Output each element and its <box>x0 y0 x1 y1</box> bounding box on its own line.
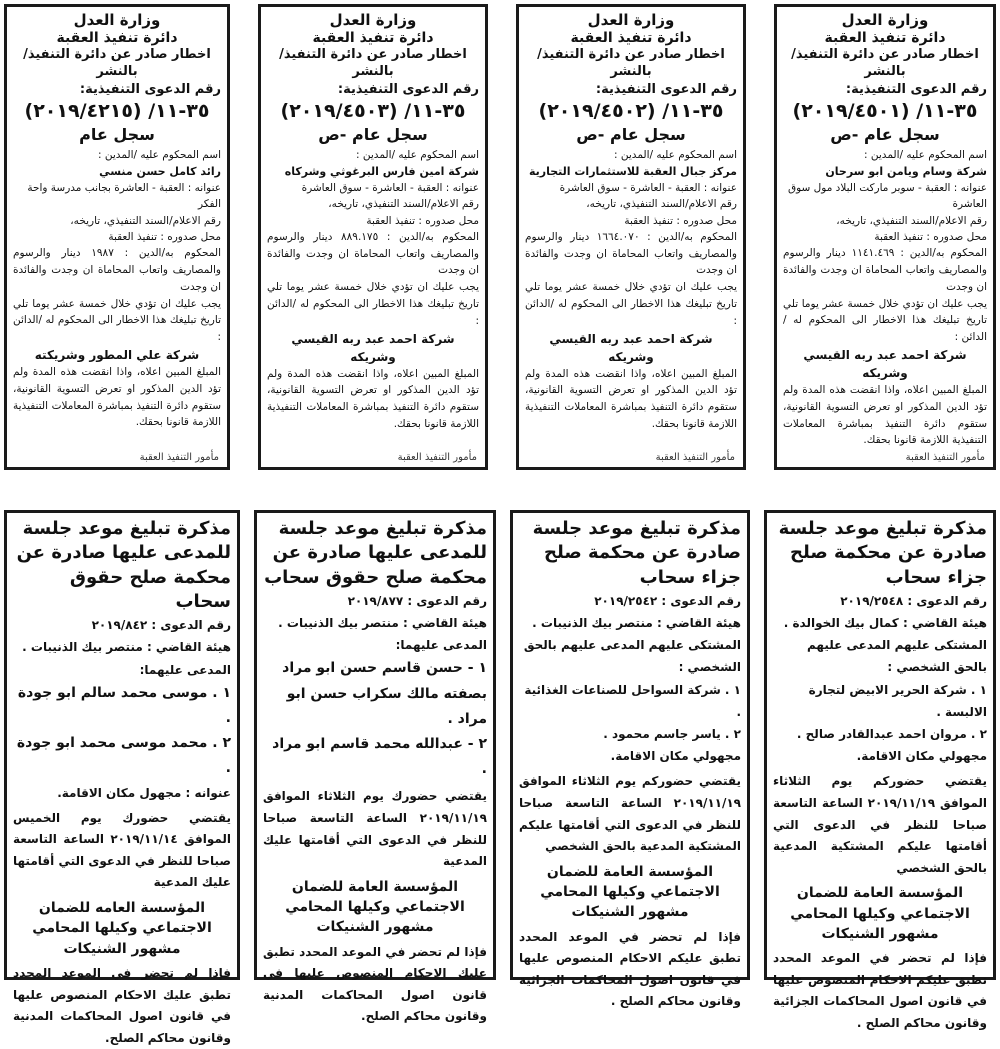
party-item: ١ . شركة السواحل للصناعات الغذائية . <box>524 682 741 719</box>
amount-text: المحكوم به/الدين : ١٩٨٧ دينار والرسوم والمصاريف واتعاب المحاماة ان وجدت والفائدة ان وجدت <box>13 247 221 293</box>
warning-text: المبلغ المبين اعلاه، واذا انقضت هذه المدة ولم تؤد الدين المذكور او تعرض التسوية القانونية، ستقوم دائرة التنفيذ بمباشرة المعاملات التنفيذية اللازمة قانونا بحقك. <box>267 367 479 431</box>
issuer: محل صدوره : تنفيذ العقبة <box>624 214 737 227</box>
creditor-name: شركة احمد عبد ربه القيسي وشريكه <box>291 331 455 364</box>
department-heading: دائرة تنفيذ العقبة <box>56 29 178 46</box>
notice-footer: مأمور التنفيذ العقبة <box>139 452 219 463</box>
court-summons-notice <box>4 510 240 1045</box>
debtor-name: مركز جبال العقبة للاستثمارات التجارية <box>528 165 737 179</box>
issuer: محل صدوره : تنفيذ العقبة <box>874 230 987 243</box>
issuer: محل صدوره : تنفيذ العقبة <box>108 230 221 243</box>
party-item: ٢ . ياسر جاسم محمود . <box>603 727 741 742</box>
document-reference: رقم الاعلام/السند التنفيذي، تاريخه، <box>70 214 221 227</box>
warning-text: فإذا لم تحضر في الموعد المحدد تطبق عليكم الاحكام المنصوص عليها في قانون اصول المحاكمات الجزائية وقانون محاكم الصلح . <box>773 951 987 1031</box>
issued-heading: اخطار صادر عن دائرة التنفيذ/بالنشر <box>791 47 979 79</box>
department-heading: دائرة تنفيذ العقبة <box>570 29 692 46</box>
debtor-address: عنوانه : العقبة - العاشرة بجانب مدرسة واحة الفكر <box>27 182 221 211</box>
deadline-text: يجب عليك ان تؤدي خلال خمسة عشر يوما تلي تاريخ تبليغك هذا الاخطار الى المحكوم له /الدائن : <box>13 297 221 344</box>
debtor-label: اسم المحكوم عليه /المدين : <box>614 148 737 161</box>
issued-heading: اخطار صادر عن دائرة التنفيذ/بالنشر <box>537 47 725 79</box>
judge-line: هيئة القاضي : منتصر بيك الذنيبات . <box>278 616 487 631</box>
party-item: ١ . موسى محمد سالم ابو جودة . <box>17 684 231 726</box>
plaintiff-institution: المؤسسة العامة للضمان الاجتماعي وكيلها المحامي مشهور الشنيكات <box>285 878 465 936</box>
document-reference: رقم الاعلام/السند التنفيذي، تاريخه، <box>328 198 479 211</box>
amount-text: المحكوم به/الدين : ١٦٦٤.٠٧٠ دينار والرسوم والمصاريف واتعاب المحاماة ان وجدت والفائدة ان وجدت <box>525 230 737 277</box>
amount-text: المحكوم به/الدين : ٨٨٩.١٧٥ دينار والرسوم والمصاريف واتعاب المحاماة ان وجدت والفائدة ان وجدت <box>267 230 479 277</box>
debtor-label: اسم المحكوم عليه /المدين : <box>356 148 479 161</box>
document-reference: رقم الاعلام/السند التنفيذي، تاريخه، <box>836 214 987 227</box>
summons-title: مذكرة تبليغ موعد جلسة للمدعى عليها صادرة عن محكمة صلح حقوق سحاب <box>264 518 487 588</box>
debtor-address: عنوانه : العقبة - العاشرة - سوق العاشرة <box>301 182 479 195</box>
creditor-name: شركة احمد عبد ربه القيسي وشريكه <box>549 331 713 364</box>
case-label: رقم الدعوى التنفيذية: <box>337 81 479 97</box>
debtor-label: اسم المحكوم عليه /المدين : <box>98 148 221 161</box>
document-reference: رقم الاعلام/السند التنفيذي، تاريخه، <box>586 198 737 211</box>
judge-line: هيئة القاضي : منتصر بيك الذنيبات . <box>532 616 741 631</box>
notice-footer: مأمور التنفيذ العقبة <box>905 452 985 463</box>
case-label: رقم الدعوى التنفيذية: <box>79 81 221 97</box>
debtor-address: عنوانه : العقبة - سوبر ماركت البلاد مول سوق العاشرة <box>787 182 987 211</box>
judge-line: هيئة القاضي : كمال بيك الخوالدة . <box>783 616 987 631</box>
debtor-name: رائد كامل حسن منسي <box>99 165 221 179</box>
summons-text: يقتضي حضوركم يوم الثلاثاء الموافق ٢٠١٩/١١/١٩ الساعة التاسعة صباحا للنظر في الدعوى التي أقامتها عليكم المشتكية المدعية بالحق الشخصي <box>773 774 987 875</box>
issuer: محل صدوره : تنفيذ العقبة <box>366 214 479 227</box>
role-label: المدعى عليهما: <box>139 662 231 677</box>
department-heading: دائرة تنفيذ العقبة <box>312 29 434 46</box>
party-item: ٢ . مروان احمد عبدالقادر صالح . <box>796 727 987 742</box>
case-number: ٣٥-١١/ (٢٠١٩/٤٥٠٣) <box>280 99 466 122</box>
amount-text: المحكوم به/الدين : ١١٤١.٤٦٩ دينار والرسوم والمصاريف واتعاب المحاماة ان وجدت والفائدة ان وجدت <box>783 247 988 293</box>
case-number: ٣٥-١١/ (٢٠١٩/٤٥٠٢) <box>538 99 724 122</box>
case-label: رقم الدعوى التنفيذية: <box>595 81 737 97</box>
issued-heading: اخطار صادر عن دائرة التنفيذ/بالنشر <box>279 47 467 79</box>
party-item: ٢ . محمد موسى محمد ابو جودة . <box>16 735 231 777</box>
case-line: رقم الدعوى : ٢٠١٩/٢٥٤٨ <box>840 593 987 608</box>
deadline-text: يجب عليك ان تؤدي خلال خمسة عشر يوما تلي تاريخ تبليغك هذا الاخطار الى المحكوم له /الدائن : <box>783 297 987 344</box>
warning-text: المبلغ المبين اعلاه، واذا انقضت هذه المدة ولم تؤد الدين المذكور او تعرض التسوية القانونية، ستقوم دائرة التنفيذ بمباشرة المعاملات التنفيذية اللازمة قانونا بحقك. <box>13 365 221 429</box>
party-item: ١ - حسن قاسم حسن ابو مراد بصفته مالك سكراب حسن ابو مراد . <box>282 660 487 727</box>
address-line: عنوانه : مجهول مكان الاقامة. <box>57 785 231 800</box>
court-summons-notice <box>510 510 750 1009</box>
summons-title: مذكرة تبليغ موعد جلسة صادرة عن محكمة صلح جزاء سحاب <box>532 518 741 588</box>
party-item: ١ . شركة الحرير الابيض لتجارة الالبسة . <box>808 682 987 719</box>
creditor-name: شركة علي المطور وشريكته <box>34 347 200 362</box>
creditor-name: شركة احمد عبد ربه القيسي وشريكه <box>803 347 967 380</box>
ministry-heading: وزارة العدل <box>587 11 675 29</box>
address-line: مجهولي مكان الاقامة. <box>856 749 987 764</box>
role-label: المشتكى عليهم المدعى عليهم بالحق الشخصي : <box>806 638 987 675</box>
issued-heading: اخطار صادر عن دائرة التنفيذ/بالنشر <box>23 47 211 79</box>
notice-footer: مأمور التنفيذ العقبة <box>397 452 477 463</box>
plaintiff-institution: المؤسسة العامه للضمان الاجتماعي وكيلها المحامي مشهور الشنيكات <box>32 900 212 957</box>
summons-title: مذكرة تبليغ موعد جلسة للمدعى عليها صادرة عن محكمة صلح حقوق سحاب <box>16 518 231 612</box>
ministry-heading: وزارة العدل <box>841 11 929 29</box>
debtor-label: اسم المحكوم عليه /المدين : <box>864 148 987 161</box>
case-line: رقم الدعوى : ٢٠١٩/٨٤٢ <box>91 618 231 633</box>
execution-notice <box>258 4 488 470</box>
party-item: ٢ - عبدالله محمد قاسم ابو مراد . <box>272 736 487 778</box>
notice-footer: مأمور التنفيذ العقبة <box>655 452 735 463</box>
role-label: المدعى عليهما: <box>395 638 487 653</box>
warning-text: المبلغ المبين اعلاه، واذا انقضت هذه المدة ولم تؤد الدين المذكور او تعرض التسوية القانونية، ستقوم دائرة التنفيذ بمباشرة المعاملات التنفيذية اللازمة قانونا بحقك. <box>783 383 987 447</box>
register-label: سجل عام -ص <box>830 124 940 144</box>
deadline-text: يجب عليك ان تؤدي خلال خمسة عشر يوما تلي تاريخ تبليغك هذا الاخطار الى المحكوم له /الدائن : <box>267 281 479 327</box>
execution-notice <box>516 4 746 470</box>
case-number: ٣٥-١١/ (٢٠١٩/٤٢١٥) <box>24 99 210 122</box>
deadline-text: يجب عليك ان تؤدي خلال خمسة عشر يوما تلي تاريخ تبليغك هذا الاخطار الى المحكوم له /الدائن : <box>525 281 737 327</box>
ministry-heading: وزارة العدل <box>329 11 417 29</box>
court-summons-notice <box>254 510 496 1024</box>
debtor-address: عنوانه : العقبة - العاشرة - سوق العاشرة <box>559 182 737 195</box>
warning-text: فإذا لم تحضر في الموعد المحدد تطبق عليك الاحكام المنصوص عليها في قانون اصول المحاكمات المدنية وقانون محاكم الصلح. <box>263 944 487 1024</box>
case-line: رقم الدعوى : ٢٠١٩/٢٥٤٢ <box>594 593 741 608</box>
case-number: ٣٥-١١/ (٢٠١٩/٤٥٠١) <box>792 99 978 122</box>
execution-notice <box>4 4 230 470</box>
warning-text: فإذا لم تحضر في الموعد المحدد تطبق عليك الاحكام المنصوص عليها في قانون اصول المحاكمات المدنية وقانون محاكم الصلح. <box>13 965 231 1045</box>
plaintiff-institution: المؤسسة العامة للضمان الاجتماعي وكيلها المحامي مشهور الشنيكات <box>790 885 970 942</box>
case-line: رقم الدعوى : ٢٠١٩/٨٧٧ <box>347 593 487 608</box>
plaintiff-institution: المؤسسة العامة للضمان الاجتماعي وكيلها المحامي مشهور الشنيكات <box>540 863 720 921</box>
warning-text: المبلغ المبين اعلاه، واذا انقضت هذه المدة ولم تؤد الدين المذكور او تعرض التسوية القانونية، ستقوم دائرة التنفيذ بمباشرة المعاملات التنفيذية اللازمة قانونا بحقك. <box>525 367 737 431</box>
warning-text: فإذا لم تحضر في الموعد المحدد تطبق عليكم الاحكام المنصوص عليها في قانون اصول المحاكمات الجزائية وقانون محاكم الصلح . <box>519 929 741 1009</box>
role-label: المشتكى عليهم المدعى عليهم بالحق الشخصي : <box>523 638 741 675</box>
register-label: سجل عام <box>79 124 155 144</box>
court-summons-notice <box>764 510 996 1031</box>
judge-line: هيئة القاضي : منتصر بيك الذنيبات . <box>22 640 231 655</box>
debtor-name: شركة امين فارس البرغوثي وشركاه <box>284 165 479 179</box>
department-heading: دائرة تنفيذ العقبة <box>824 29 946 46</box>
debtor-name: شركة وسام ويامن ابو سرحان <box>825 165 987 179</box>
summons-text: يقتضي حضورك يوم الثلاثاء الموافق ٢٠١٩/١١/١٩ الساعة التاسعة صباحا للنظر في الدعوى التي أقامتها عليك المدعية <box>263 789 487 869</box>
register-label: سجل عام -ص <box>576 124 686 144</box>
register-label: سجل عام -ص <box>318 124 428 144</box>
case-label: رقم الدعوى التنفيذية: <box>845 81 987 97</box>
summons-text: يقتضي حضورك يوم الخميس الموافق ٢٠١٩/١١/١٤ الساعة التاسعة صباحا للنظر في الدعوى التي أقامتها عليك المدعية <box>13 810 232 890</box>
summons-title: مذكرة تبليغ موعد جلسة صادرة عن محكمة صلح جزاء سحاب <box>778 518 987 588</box>
address-line: مجهولي مكان الاقامة. <box>610 749 741 764</box>
execution-notice <box>774 4 996 470</box>
ministry-heading: وزارة العدل <box>73 11 161 29</box>
summons-text: يقتضي حضوركم يوم الثلاثاء الموافق ٢٠١٩/١١/١٩ الساعة التاسعة صباحا للنظر في الدعوى التي أقامتها عليكم المشتكية المدعية بالحق الشخصي <box>519 774 741 854</box>
